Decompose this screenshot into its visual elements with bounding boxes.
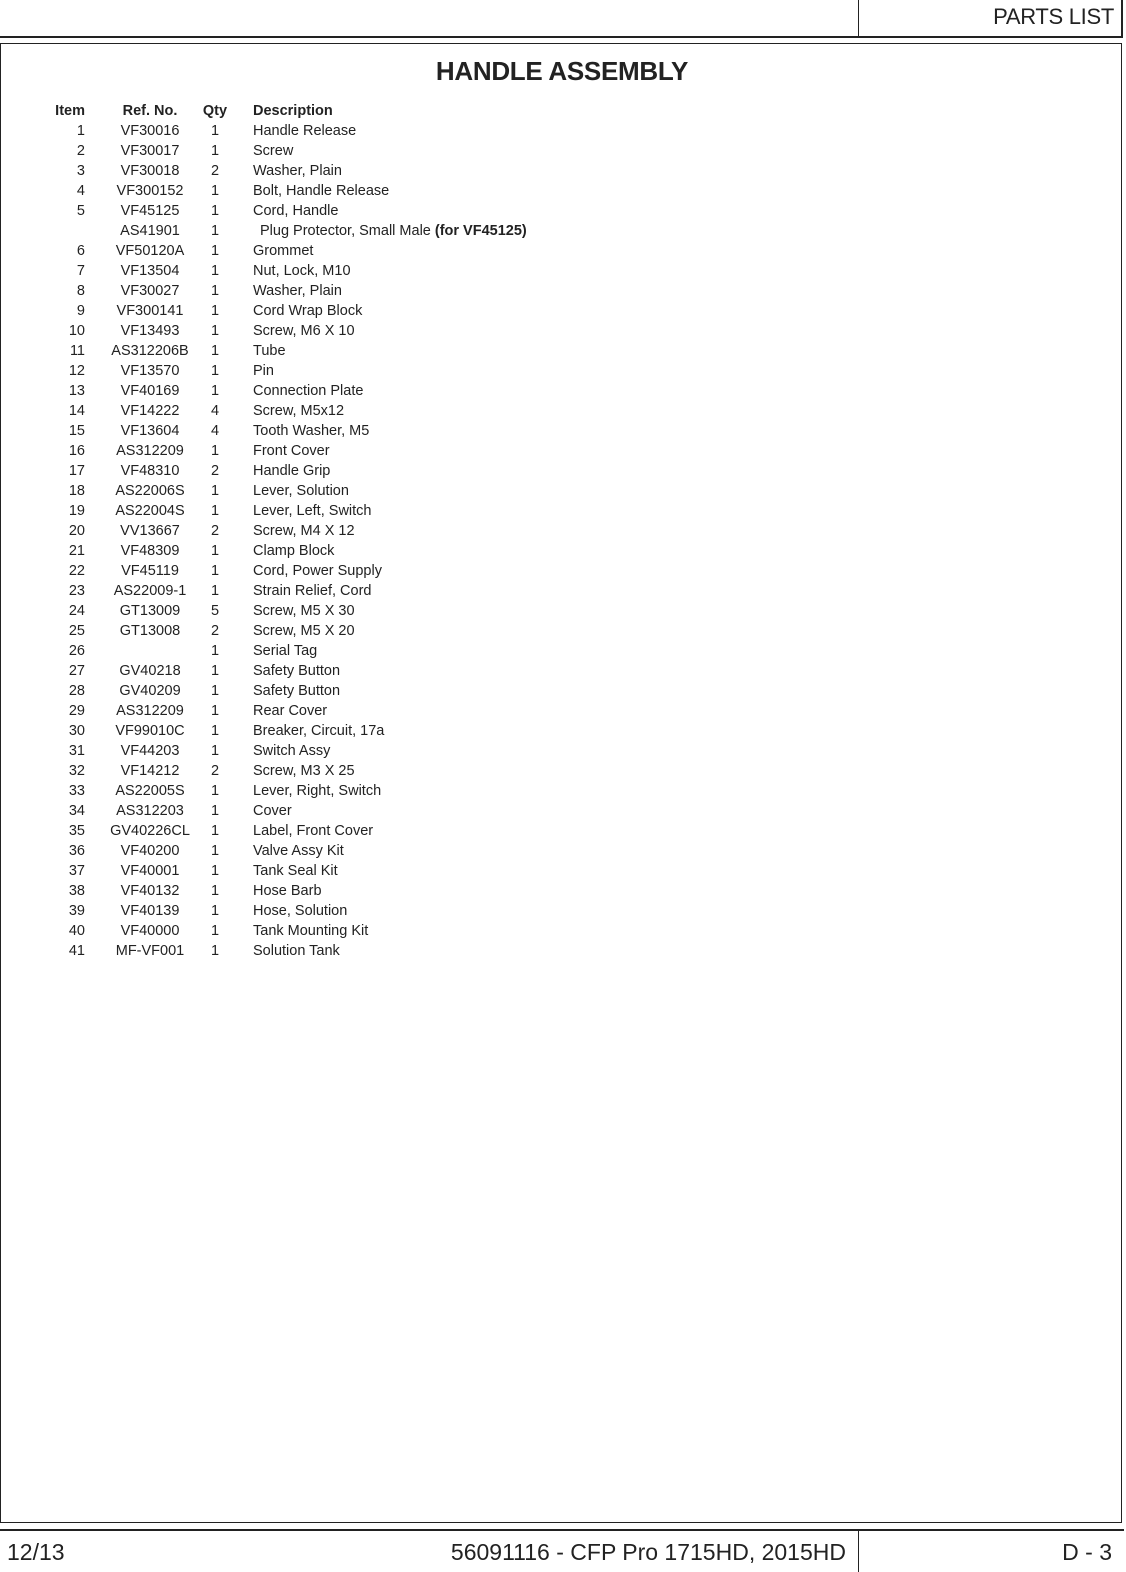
qty-cell: 1 bbox=[210, 863, 220, 879]
ref-cell: GT13009 bbox=[119, 603, 181, 619]
item-cell: 9 bbox=[76, 303, 85, 319]
item-column-header: Item bbox=[55, 103, 85, 119]
desc-cell: Breaker, Circuit, 17a bbox=[253, 723, 385, 739]
item-cell: 13 bbox=[68, 383, 85, 399]
ref-cell: AS22005S bbox=[115, 783, 185, 799]
ref-cell: VF40000 bbox=[120, 923, 180, 939]
desc-cell: Lever, Left, Switch bbox=[253, 503, 372, 519]
item-cell: 29 bbox=[68, 703, 85, 719]
item-cell: 16 bbox=[68, 443, 85, 459]
desc-cell: Switch Assy bbox=[253, 743, 331, 759]
item-cell: 19 bbox=[68, 503, 85, 519]
desc-cell: Hose, Solution bbox=[253, 903, 348, 919]
item-cell: 2 bbox=[76, 143, 85, 159]
desc-cell: Solution Tank bbox=[253, 943, 340, 959]
ref-cell: VF45125 bbox=[120, 203, 180, 219]
desc-cell: Serial Tag bbox=[253, 643, 318, 659]
ref-cell: GV40226CL bbox=[110, 823, 190, 839]
ref-cell: VF30027 bbox=[120, 283, 180, 299]
desc-cell: Safety Button bbox=[253, 663, 341, 679]
item-cell: 26 bbox=[68, 643, 85, 659]
qty-cell: 1 bbox=[210, 703, 220, 719]
ref-cell: VF30018 bbox=[120, 163, 180, 179]
qty-cell: 1 bbox=[210, 723, 220, 739]
desc-cell: Lever, Solution bbox=[253, 483, 349, 499]
page-title: HANDLE ASSEMBLY bbox=[435, 56, 689, 86]
item-cell: 23 bbox=[68, 583, 85, 599]
ref-cell: VF40169 bbox=[120, 383, 180, 399]
item-cell: 27 bbox=[68, 663, 85, 679]
ref-cell: VF48309 bbox=[120, 543, 180, 559]
item-cell: 3 bbox=[76, 163, 85, 179]
item-cell: 36 bbox=[68, 843, 85, 859]
ref-column-header: Ref. No. bbox=[122, 103, 178, 119]
item-cell: 34 bbox=[68, 803, 85, 819]
qty-cell: 1 bbox=[210, 583, 220, 599]
ref-cell: VF30016 bbox=[120, 123, 180, 139]
desc-cell: Screw, M4 X 12 bbox=[253, 523, 355, 539]
qty-cell: 1 bbox=[210, 303, 220, 319]
ref-cell: GV40218 bbox=[119, 663, 181, 679]
desc-cell: Rear Cover bbox=[253, 703, 328, 719]
desc-cell: Bolt, Handle Release bbox=[253, 183, 390, 199]
desc-cell: Cord, Handle bbox=[253, 203, 339, 219]
desc-cell: Lever, Right, Switch bbox=[253, 783, 382, 799]
desc-cell: Screw bbox=[253, 143, 294, 159]
desc-cell: Pin bbox=[253, 363, 274, 379]
desc-cell: Clamp Block bbox=[253, 543, 335, 559]
desc-cell: Valve Assy Kit bbox=[253, 843, 344, 859]
desc-cell: Handle Release bbox=[253, 123, 357, 139]
qty-cell: 1 bbox=[210, 243, 220, 259]
qty-cell: 1 bbox=[210, 943, 220, 959]
qty-cell: 1 bbox=[210, 123, 220, 139]
qty-cell: 2 bbox=[210, 463, 220, 479]
ref-cell: VF40139 bbox=[120, 903, 180, 919]
desc-cell: Label, Front Cover bbox=[253, 823, 374, 839]
ref-cell: VF13604 bbox=[120, 423, 180, 439]
item-cell: 4 bbox=[76, 183, 85, 199]
item-cell: 10 bbox=[68, 323, 85, 339]
header-rule bbox=[0, 36, 1122, 38]
item-cell: 15 bbox=[68, 423, 85, 439]
ref-cell: VF50120A bbox=[115, 243, 185, 259]
item-cell: 14 bbox=[68, 403, 85, 419]
ref-cell: VF99010C bbox=[115, 723, 185, 739]
item-cell: 38 bbox=[68, 883, 85, 899]
ref-cell: VF14212 bbox=[120, 763, 180, 779]
qty-cell: 1 bbox=[210, 643, 220, 659]
qty-cell: 1 bbox=[210, 223, 220, 239]
ref-cell: AS312209 bbox=[116, 443, 184, 459]
qty-cell: 1 bbox=[210, 323, 220, 339]
qty-cell: 1 bbox=[210, 923, 220, 939]
footer-date: 12/13 bbox=[7, 1539, 65, 1565]
item-cell: 39 bbox=[68, 903, 85, 919]
item-cell: 11 bbox=[69, 343, 85, 359]
item-cell: 6 bbox=[76, 243, 85, 259]
ref-cell: MF-VF001 bbox=[115, 943, 185, 959]
ref-cell: GT13008 bbox=[119, 623, 181, 639]
item-cell: 40 bbox=[68, 923, 85, 939]
desc-cell: Tank Seal Kit bbox=[253, 863, 338, 879]
item-cell: 24 bbox=[68, 603, 85, 619]
qty-cell: 2 bbox=[210, 763, 220, 779]
item-cell: 31 bbox=[68, 743, 85, 759]
item-cell: 1 bbox=[76, 123, 85, 139]
header-edge bbox=[1121, 0, 1123, 38]
desc-cell: Tube bbox=[253, 343, 286, 359]
ref-cell: VF40001 bbox=[120, 863, 180, 879]
desc-cell: Cord Wrap Block bbox=[253, 303, 363, 319]
ref-cell: AS22004S bbox=[115, 503, 185, 519]
item-cell: 8 bbox=[76, 283, 85, 299]
ref-cell: VF45119 bbox=[121, 563, 179, 579]
desc-cell: Front Cover bbox=[253, 443, 330, 459]
qty-cell: 1 bbox=[210, 263, 220, 279]
qty-cell: 1 bbox=[210, 203, 220, 219]
item-cell: 20 bbox=[68, 523, 85, 539]
desc-cell: Connection Plate bbox=[253, 383, 364, 399]
qty-cell: 1 bbox=[210, 743, 220, 759]
ref-cell: AS312206B bbox=[111, 343, 189, 359]
item-cell: 21 bbox=[68, 543, 85, 559]
item-cell: 5 bbox=[76, 203, 85, 219]
ref-cell: AS312209 bbox=[116, 703, 184, 719]
ref-cell: AS312203 bbox=[116, 803, 184, 819]
qty-cell: 1 bbox=[210, 183, 220, 199]
item-cell: 25 bbox=[68, 623, 85, 639]
qty-cell: 1 bbox=[210, 363, 220, 379]
qty-cell: 5 bbox=[210, 603, 220, 619]
qty-column-header: Qty bbox=[202, 103, 228, 119]
qty-cell: 1 bbox=[210, 143, 220, 159]
qty-cell: 1 bbox=[210, 543, 220, 559]
item-cell: 7 bbox=[76, 263, 85, 279]
section-label: PARTS LIST bbox=[993, 4, 1114, 29]
ref-cell: VF300152 bbox=[116, 183, 184, 199]
desc-cell: Strain Relief, Cord bbox=[253, 583, 372, 599]
desc-cell bbox=[260, 221, 527, 241]
item-cell: 22 bbox=[68, 563, 85, 579]
desc-cell: Screw, M6 X 10 bbox=[253, 323, 355, 339]
ref-cell: VF300141 bbox=[116, 303, 184, 319]
footer-manual: 56091116 - CFP Pro 1715HD, 2015HD bbox=[450, 1539, 846, 1565]
qty-cell: 1 bbox=[210, 283, 220, 299]
ref-cell: VF30017 bbox=[120, 143, 180, 159]
qty-cell: 1 bbox=[210, 563, 220, 579]
item-cell: 28 bbox=[68, 683, 85, 699]
qty-cell: 4 bbox=[210, 423, 220, 439]
qty-cell: 1 bbox=[210, 843, 220, 859]
item-cell: 37 bbox=[68, 863, 85, 879]
header-divider bbox=[858, 0, 859, 37]
qty-cell: 2 bbox=[210, 523, 220, 539]
desc-cell: Hose Barb bbox=[253, 883, 322, 899]
item-cell: 33 bbox=[68, 783, 85, 799]
desc-cell: Cord, Power Supply bbox=[253, 563, 382, 579]
qty-cell: 2 bbox=[210, 623, 220, 639]
desc-cell: Washer, Plain bbox=[253, 283, 342, 299]
desc-column-header: Description bbox=[253, 103, 333, 119]
desc-cell: Washer, Plain bbox=[253, 163, 342, 179]
ref-cell: AS22006S bbox=[115, 483, 185, 499]
ref-cell: VF44203 bbox=[120, 743, 180, 759]
ref-cell: VF40132 bbox=[120, 883, 180, 899]
desc-cell: Grommet bbox=[253, 243, 314, 259]
qty-cell: 2 bbox=[210, 163, 220, 179]
desc-cell: Screw, M3 X 25 bbox=[253, 763, 355, 779]
ref-cell: GV40209 bbox=[119, 683, 181, 699]
qty-cell: 1 bbox=[210, 443, 220, 459]
qty-cell: 1 bbox=[210, 683, 220, 699]
item-cell: 32 bbox=[68, 763, 85, 779]
desc-cell: Tank Mounting Kit bbox=[253, 923, 369, 939]
ref-cell: AS22009-1 bbox=[113, 583, 187, 599]
qty-cell: 1 bbox=[210, 343, 220, 359]
item-cell: 35 bbox=[68, 823, 85, 839]
desc-cell: Screw, M5 X 20 bbox=[253, 623, 355, 639]
footer-divider bbox=[858, 1531, 859, 1572]
qty-cell: 1 bbox=[210, 483, 220, 499]
desc-cell: Safety Button bbox=[253, 683, 341, 699]
ref-cell: VF48310 bbox=[120, 463, 180, 479]
ref-cell: VF13570 bbox=[120, 363, 180, 379]
qty-cell: 1 bbox=[210, 803, 220, 819]
page-number: D - 3 bbox=[1062, 1539, 1112, 1565]
qty-cell: 1 bbox=[210, 663, 220, 679]
item-cell: 18 bbox=[68, 483, 85, 499]
ref-cell: VF13493 bbox=[120, 323, 180, 339]
qty-cell: 4 bbox=[210, 403, 220, 419]
ref-cell: VV13667 bbox=[120, 523, 180, 539]
item-cell: 41 bbox=[68, 943, 85, 959]
ref-cell: VF14222 bbox=[120, 403, 180, 419]
item-cell: 30 bbox=[68, 723, 85, 739]
qty-cell: 1 bbox=[210, 503, 220, 519]
desc-cell: Nut, Lock, M10 bbox=[253, 263, 351, 279]
item-cell: 12 bbox=[68, 363, 85, 379]
ref-cell: VF40200 bbox=[120, 843, 180, 859]
desc-text: Plug Protector, Small Male bbox=[260, 223, 431, 239]
item-cell: 17 bbox=[68, 463, 85, 479]
qty-cell: 1 bbox=[210, 903, 220, 919]
desc-cell: Tooth Washer, M5 bbox=[253, 423, 370, 439]
desc-cell: Handle Grip bbox=[253, 463, 331, 479]
ref-cell: VF13504 bbox=[120, 263, 180, 279]
qty-cell: 1 bbox=[210, 383, 220, 399]
footer-rule bbox=[0, 1529, 1124, 1531]
qty-cell: 1 bbox=[210, 783, 220, 799]
qty-cell: 1 bbox=[210, 883, 220, 899]
desc-note: (for VF45125) bbox=[434, 223, 527, 239]
qty-cell: 1 bbox=[210, 823, 220, 839]
desc-cell: Cover bbox=[253, 803, 292, 819]
desc-cell: Screw, M5x12 bbox=[253, 403, 345, 419]
desc-cell: Screw, M5 X 30 bbox=[253, 603, 355, 619]
ref-cell: AS41901 bbox=[120, 223, 180, 239]
